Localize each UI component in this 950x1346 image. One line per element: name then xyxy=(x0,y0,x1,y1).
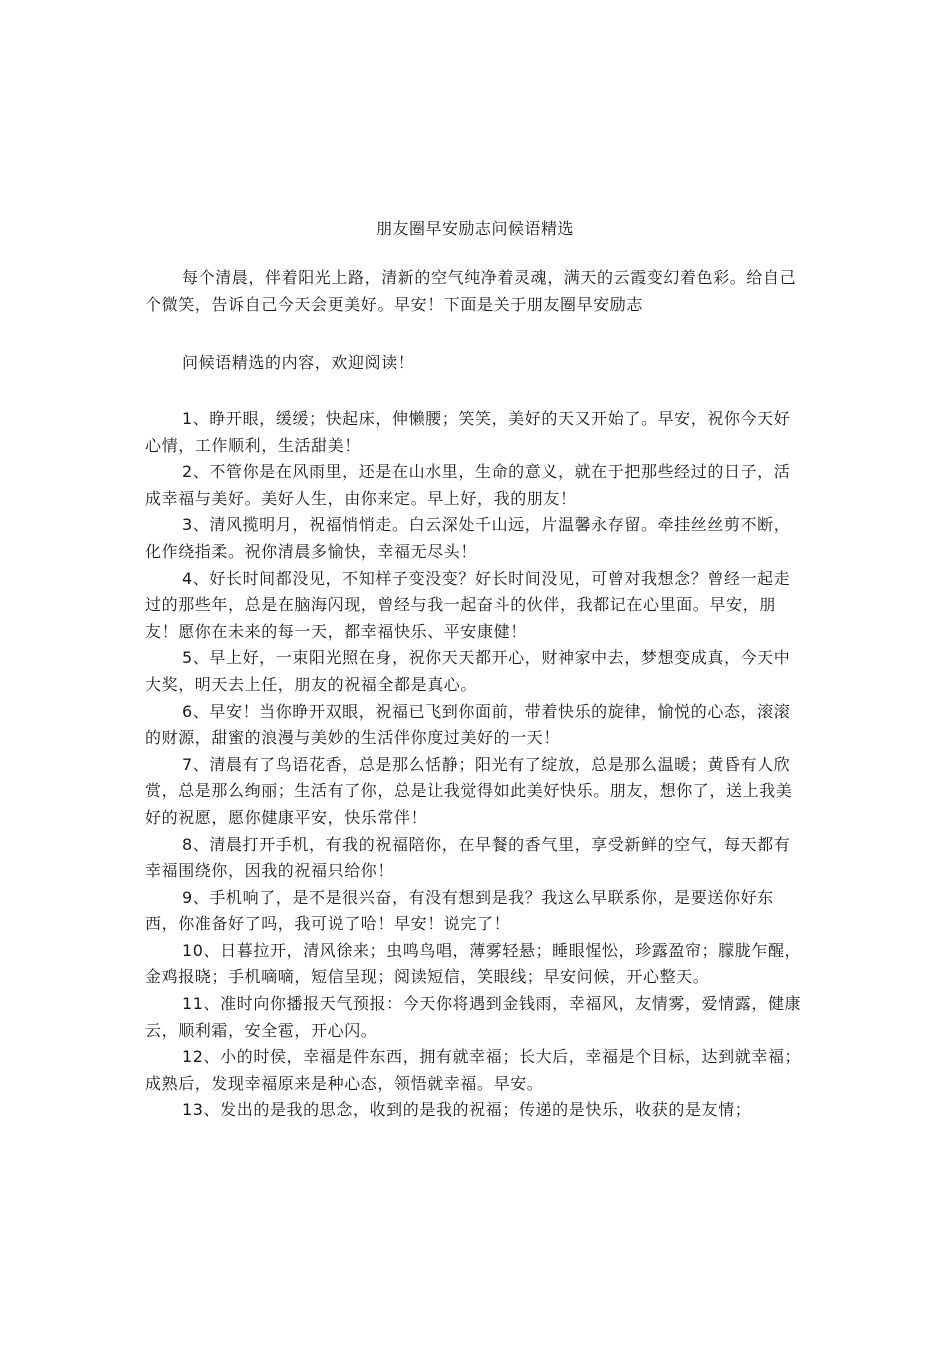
list-item: 6、早安！当你睁开双眼，祝福已飞到你面前，带着快乐的旋律，愉悦的心态，滚滚的财源，甜蜜的浪漫与美妙的生活伴你度过美好的一天！ xyxy=(145,701,791,748)
list-item: 9、手机响了，是不是很兴奋，有没有想到是我？我这么早联系你，是要送你好东西，你准备好了吗，我可说了哈！早安！说完了！ xyxy=(145,887,774,934)
list-item: 13、发出的是我的思念，收到的是我的祝福；传递的是快乐，收获的是友情； xyxy=(182,1100,752,1120)
list-item: 8、清晨打开手机，有我的祝福陪你，在早餐的香气里，享受新鲜的空气，每天都有幸福围绕你，因我的祝福只给你！ xyxy=(145,834,791,881)
list-item: 7、清晨有了鸟语花香，总是那么恬静；阳光有了绽放，总是那么温暖；黄昏有人欣赏，总是那么绚丽；生活有了你，总是让我觉得如此美好快乐。朋友，想你了，送上我美好的祝愿，愿你健康平安，快乐常伴！ xyxy=(145,754,793,827)
list-item: 2、不管你是在风雨里，还是在山水里，生命的意义，就在于把那些经过的日子，活成幸福与美好。美好人生，由你来定。早上好，我的朋友！ xyxy=(145,462,791,508)
intro-continued-paragraph: 问候语精选的内容，欢迎阅读！ xyxy=(182,353,415,372)
list-item: 12、小的时侯，幸福是件东西，拥有就幸福；长大后，幸福是个目标，达到就幸福；成熟后，发现幸福原来是种心态，领悟就幸福。早安。 xyxy=(145,1047,802,1093)
list-item: 5、早上好，一束阳光照在身，祝你天天都开心，财神家中去，梦想变成真，今天中大奖，明天去上任，朋友的祝福全都是真心。 xyxy=(145,648,791,694)
greeting-list xyxy=(145,406,805,1124)
document-title: 朋友圈早安励志问候语精选 xyxy=(375,219,574,238)
list-item: 4、好长时间都没见，不知样子变没变？好长时间没见，可曾对我想念？曾经一起走过的那些年，总是在脑海闪现，曾经与我一起奋斗的伙伴，我都记在心里面。早安，朋友！愿你在未来的每一天，都幸福快乐、平安康健！ xyxy=(145,568,791,641)
list-item: 1、睁开眼，缓缓；快起床，伸懒腰；笑笑，美好的天又开始了。早安，祝你今天好心情，工作顺利，生活甜美！ xyxy=(145,409,791,455)
list-item: 11、准时向你播报天气预报：今天你将遇到金钱雨，幸福风，友情雾，爱情露，健康云，顺利霜，安全雹，开心闪。 xyxy=(145,994,802,1040)
intro-paragraph: 每个清晨，伴着阳光上路，清新的空气纯净着灵魂，满天的云霞变幻着色彩。给自己个微笑，告诉自己今天会更美好。早安！下面是关于朋友圈早安励志 xyxy=(145,268,797,314)
list-item: 10、日暮拉开，清风徐来；虫鸣鸟唱，薄雾轻悬；睡眼惺忪，珍露盈帘；朦胧乍醒，金鸡报晓；手机嘀嘀，短信呈现；阅读短信，笑眼线；早安问候，开心整天。 xyxy=(145,940,802,987)
list-item: 3、清风揽明月，祝福悄悄走。白云深处千山远，片温馨永存留。牵挂丝丝剪不断，化作绕指柔。祝你清晨多愉快，幸福无尽头！ xyxy=(145,515,791,561)
